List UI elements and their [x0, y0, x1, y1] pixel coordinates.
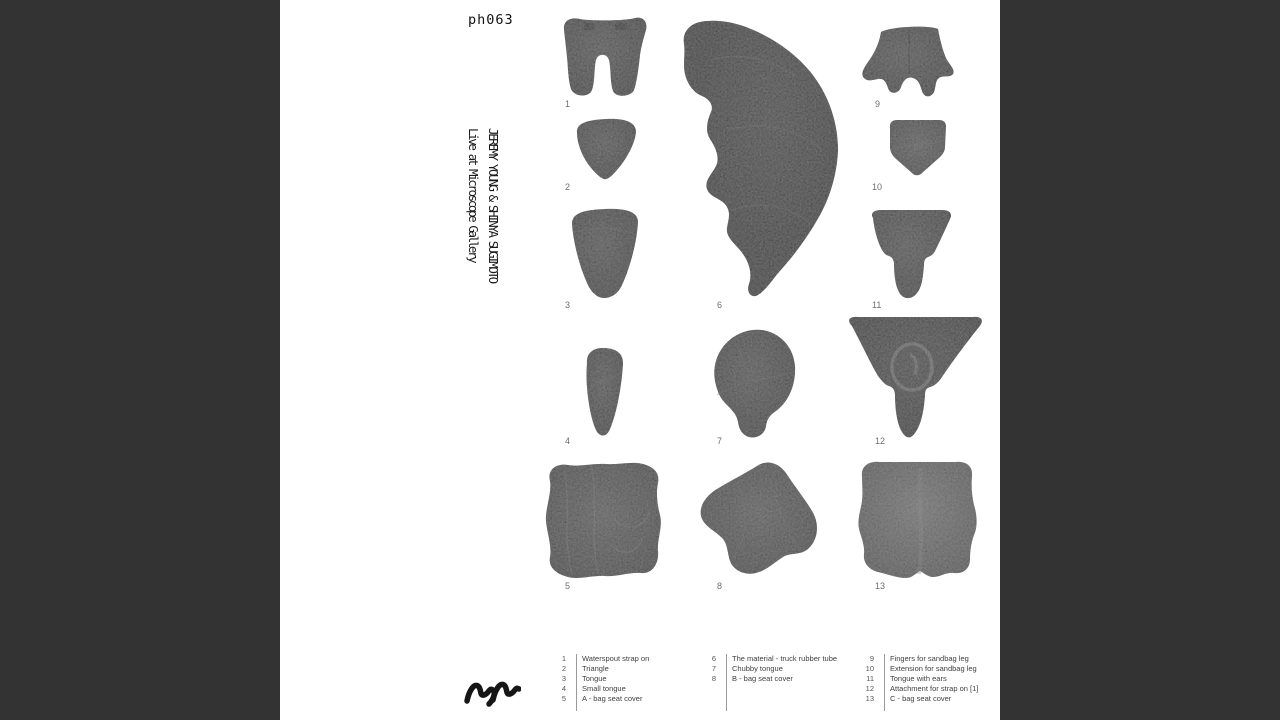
legend-label: Small tongue	[582, 684, 626, 693]
squiggle-mark-1	[467, 685, 494, 704]
figure-11-number: 11	[872, 300, 882, 310]
figure-11-shape	[872, 210, 951, 298]
figure-1-slot-right	[615, 23, 627, 30]
figure-13-shape	[858, 462, 976, 578]
figure-9-number: 9	[875, 99, 881, 109]
legend-label: Fingers for sandbag leg	[890, 654, 969, 663]
legend-column-2	[700, 654, 837, 684]
legend-label: Tongue with ears	[890, 674, 947, 683]
legend-label: Tongue	[582, 674, 607, 683]
figure-5-number: 5	[565, 581, 571, 591]
legend-num: 13	[865, 694, 874, 703]
artist-name: JEREMY YOUNG & SHINYA SUGIMOTO	[486, 128, 501, 282]
double-squiggle-logo-icon	[463, 676, 521, 716]
figure-6-number: 6	[717, 300, 723, 310]
legend-entry	[858, 684, 978, 694]
figure-9-shape	[862, 27, 953, 97]
squiggle-mark-2	[493, 684, 519, 700]
right-letterbox-panel	[1000, 0, 1280, 720]
legend-label: Triangle	[582, 664, 609, 673]
figure-1-number: 1	[565, 99, 571, 109]
figure-4-shape	[586, 348, 623, 436]
legend-entry	[858, 694, 978, 704]
figure-6-shape	[684, 21, 838, 296]
legend-entry	[700, 664, 837, 674]
legend-label: C - bag seat cover	[890, 694, 952, 703]
legend-num: 12	[865, 684, 874, 693]
legend-entry	[550, 694, 649, 704]
legend-entry	[550, 664, 649, 674]
release-title: Live at Microscope Gallery	[466, 128, 481, 262]
figure-7-shape	[714, 330, 795, 438]
legend-entry	[550, 674, 649, 684]
figure-7-number: 7	[717, 436, 723, 446]
legend-label: Chubby tongue	[732, 664, 783, 673]
figure-3-shape	[572, 209, 638, 298]
figure-4-number: 4	[565, 436, 571, 446]
figure-10-number: 10	[872, 182, 883, 192]
legend-num: 10	[865, 664, 874, 673]
legend-num: 3	[561, 674, 566, 683]
figure-13-number: 13	[875, 581, 886, 591]
legend-column-3	[858, 654, 978, 704]
legend-num: 2	[561, 664, 566, 673]
legend-num: 8	[711, 674, 716, 683]
figure-12-number: 12	[875, 436, 886, 446]
legend-label: B - bag seat cover	[732, 674, 793, 683]
legend-num: 5	[561, 694, 566, 703]
figure-1-shape	[564, 18, 647, 96]
legend-entry	[858, 674, 978, 684]
figure-8-number: 8	[717, 581, 723, 591]
release-titles	[463, 128, 503, 282]
legend-entry	[700, 654, 837, 664]
figure-8-shape	[701, 462, 817, 573]
figure-2-shape	[577, 119, 636, 179]
legend-entry	[858, 654, 978, 664]
legend-label: Extension for sandbag leg	[890, 664, 977, 673]
legend-num: 4	[561, 684, 566, 693]
album-artwork	[280, 0, 1000, 720]
legend-entry	[550, 684, 649, 694]
legend-label: The material - truck rubber tube	[732, 654, 838, 663]
figure-2-number: 2	[565, 182, 571, 192]
legend-num: 7	[711, 664, 716, 673]
figures-canvas	[280, 0, 1000, 720]
legend-label: Attachment for strap on [1]	[890, 684, 979, 693]
figure-12-shape	[849, 317, 982, 438]
legend-num: 11	[866, 674, 874, 683]
legend-label: Waterspout strap on	[582, 654, 650, 663]
legend-num: 1	[561, 654, 566, 663]
legend-entry	[858, 664, 978, 674]
legend-entry	[550, 654, 649, 664]
left-letterbox-panel	[0, 0, 280, 720]
legend-entry	[700, 674, 837, 684]
legend-label: A - bag seat cover	[582, 694, 643, 703]
figure-1-slot-left	[584, 23, 594, 30]
legend-num: 9	[869, 654, 874, 663]
catalog-number: ph063	[468, 12, 514, 28]
legend-column-1	[550, 654, 649, 704]
legend-num: 6	[711, 654, 716, 663]
figure-3-number: 3	[565, 300, 571, 310]
figure-13-streak	[919, 468, 921, 574]
